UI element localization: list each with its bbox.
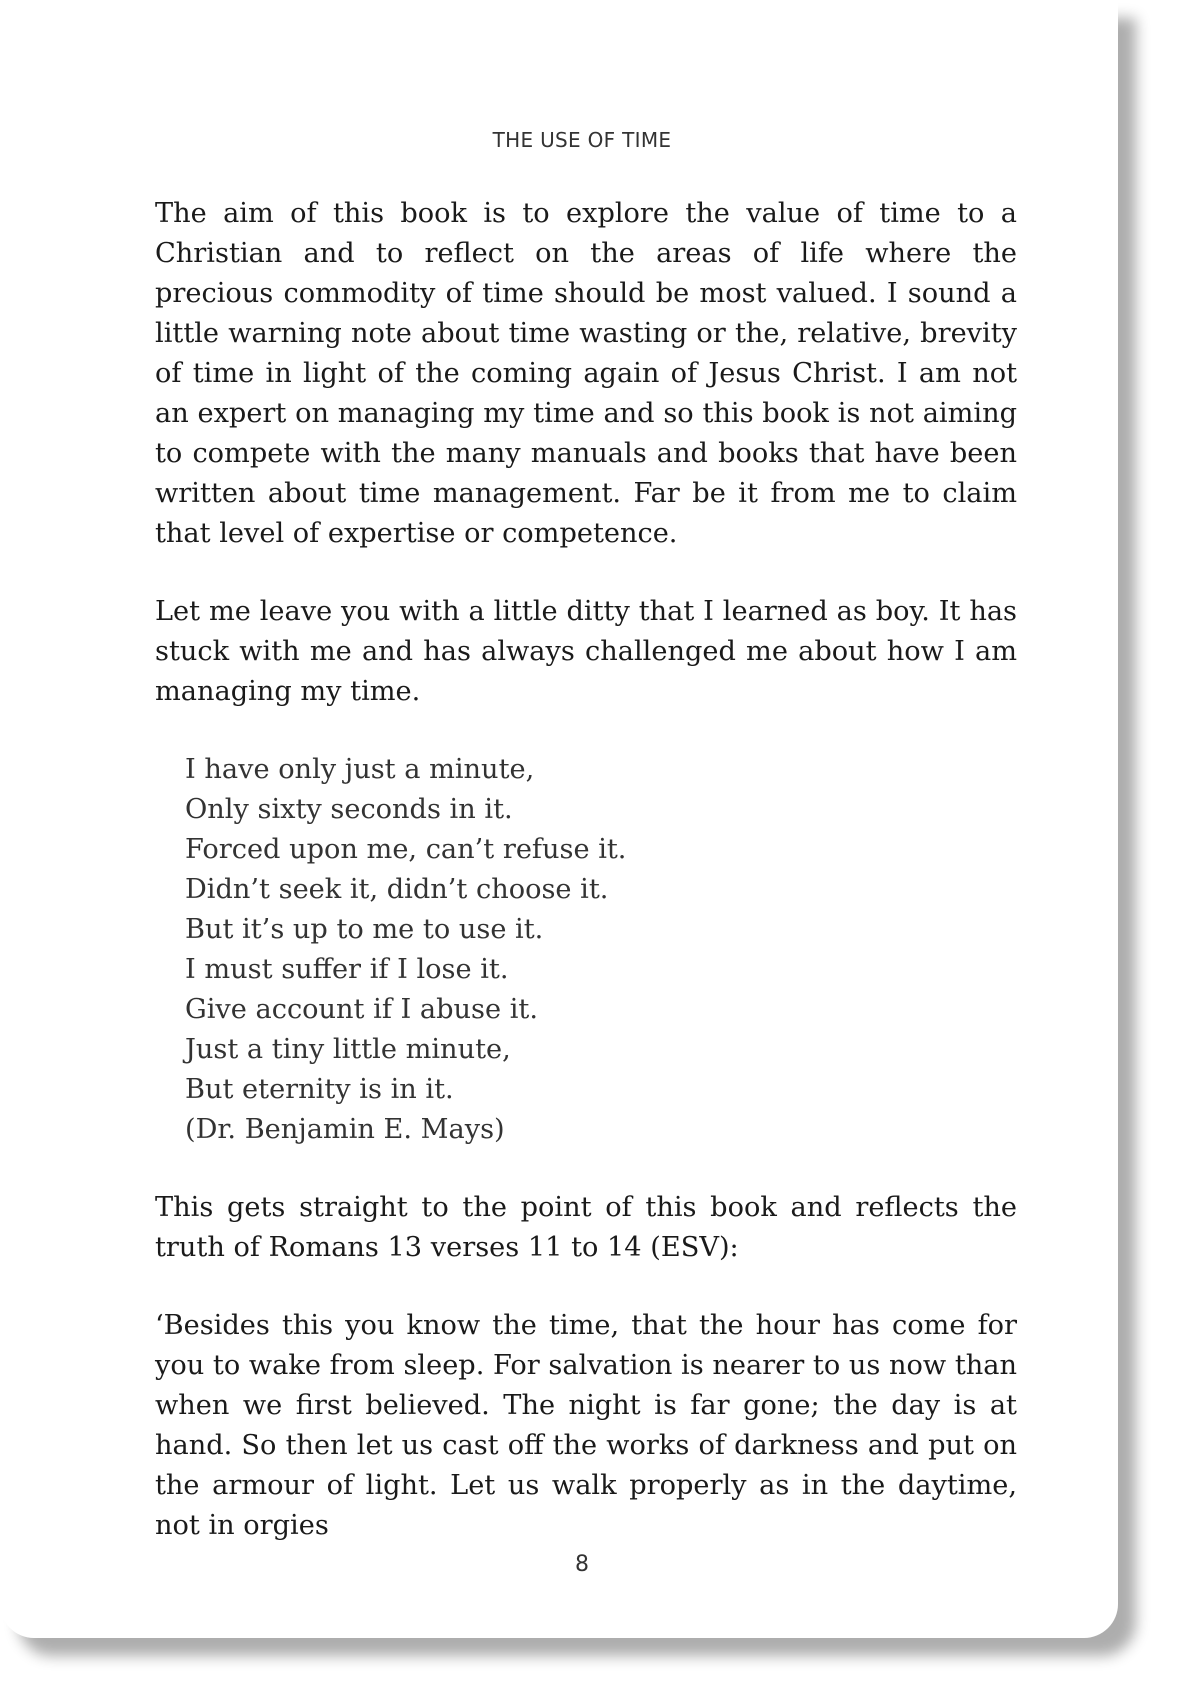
poem-attribution: (Dr. Benjamin E. Mays) <box>185 1114 505 1145</box>
running-head: THE USE OF TIME <box>492 128 672 152</box>
poem-line: I have only just a minute, <box>185 754 535 785</box>
poem-line: Only sixty seconds in it. <box>185 794 513 825</box>
poem <box>185 750 1017 1150</box>
poem-line: I must suffer if I lose it. <box>185 954 509 985</box>
poem-line: Forced upon me, can’t refuse it. <box>185 834 627 865</box>
paragraph-scripture-quote: ‘Besides this you know the time, that the hour has come for you to wake from sleep. For salvation is nearer to us now than when we first believed. The night is far gone; the day is at hand. So then let us cast off the works of darkness and put on the armour of light. Let us walk properly as in the daytime, not in orgies <box>155 1310 1017 1541</box>
paragraph-ditty-intro: Let me leave you with a little ditty that I learned as boy. It has stuck with me and has always challenged me about how I am managing my time. <box>155 596 1017 707</box>
poem-line: But it’s up to me to use it. <box>185 914 544 945</box>
poem-line: Just a tiny little minute, <box>185 1034 511 1065</box>
poem-line: Give account if I abuse it. <box>185 994 538 1025</box>
paragraph-intro: The aim of this book is to explore the value of time to a Christian and to reflect on the areas of life where the precious commodity of time should be most valued. I sound a little warning note about time wasting or the, relative, brevity of time in light of the coming again of Jesus Christ. I am not an expert on managing my time and so this book is not aiming to compete with the many manuals and books that have been written about time management. Far be it from me to claim that level of expertise or competence. <box>155 198 1017 549</box>
poem-line: But eternity is in it. <box>185 1074 454 1105</box>
paragraph-romans-intro: This gets straight to the point of this book and reflects the truth of Romans 13 verses 11 to 14 (ESV): <box>155 1192 1017 1263</box>
poem-line: Didn’t seek it, didn’t choose it. <box>185 874 609 905</box>
page-body <box>155 194 1017 1584</box>
page-number: 8 <box>575 1552 589 1577</box>
